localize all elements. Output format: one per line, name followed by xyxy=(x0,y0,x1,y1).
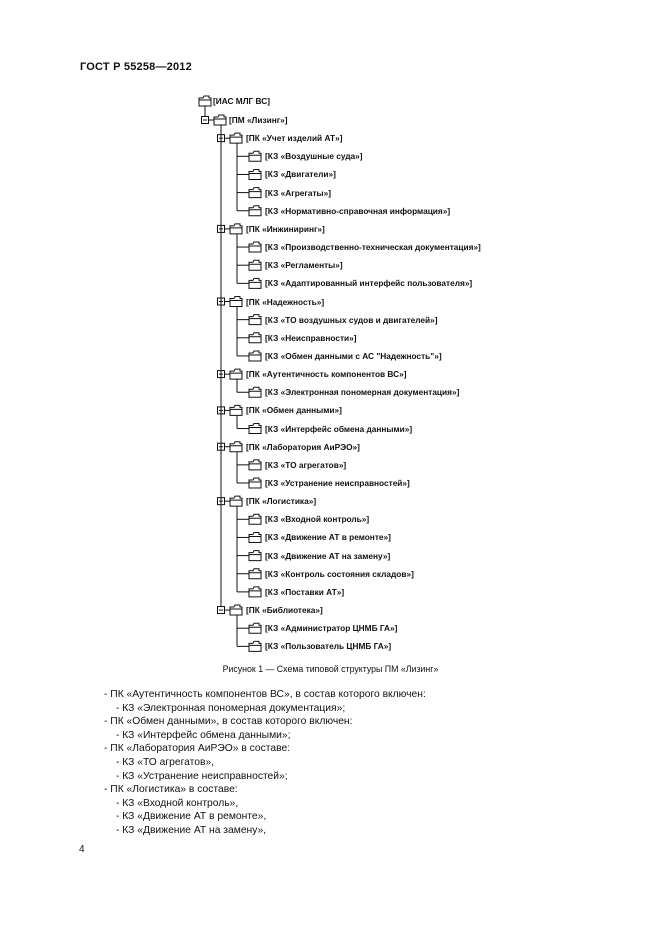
folder-icon xyxy=(249,169,261,179)
body-list xyxy=(104,688,426,838)
tree-node-kz[interactable]: [КЗ «ТО воздушных судов и двигателей»] xyxy=(265,314,438,325)
tree-node-root[interactable]: [ИАС МЛГ ВС] xyxy=(213,96,270,106)
folder-icon xyxy=(230,405,242,415)
folder-icon xyxy=(249,587,261,597)
list-subitem: - КЗ «Устранение неисправностей»; xyxy=(116,770,288,782)
folder-icon xyxy=(249,333,261,343)
folder-icon xyxy=(249,641,261,651)
list-subitem: - КЗ «Электронная пономерная документация»; xyxy=(116,702,346,714)
folder-icon xyxy=(249,315,261,325)
folder-icon xyxy=(249,424,261,434)
tree-node-pk[interactable]: [ПК «Надежность»] xyxy=(246,296,325,307)
folder-icon xyxy=(230,442,242,452)
tree-node-kz[interactable]: [КЗ «Электронная пономерная документация»] xyxy=(265,387,460,398)
list-item: - ПК «Лаборатория АиРЭО» в составе: xyxy=(104,743,291,755)
folder-icon xyxy=(249,151,261,161)
tree-node-kz[interactable]: [КЗ «Неисправности»] xyxy=(265,332,357,343)
figure-caption: Рисунок 1 — Схема типовой структуры ПМ «Лизинг» xyxy=(222,664,439,674)
tree-node-kz[interactable]: [КЗ «Движение АТ в ремонте»] xyxy=(265,532,391,543)
folder-icon xyxy=(230,605,242,615)
list-item: - ПК «Логистика» в составе: xyxy=(104,784,238,796)
tree-node-kz[interactable]: [КЗ «Администратор ЦНМБ ГА»] xyxy=(265,623,398,634)
folder-icon xyxy=(249,351,261,361)
tree-node-kz[interactable]: [КЗ «ТО агрегатов»] xyxy=(265,459,347,470)
tree-node-pk[interactable]: [ПК «Обмен данными»] xyxy=(246,405,342,416)
folder-icon xyxy=(249,260,261,270)
folder-icon xyxy=(249,569,261,579)
folder-icon xyxy=(249,206,261,216)
document-header: ГОСТ Р 55258—2012 xyxy=(80,61,192,73)
folder-icon xyxy=(230,133,242,143)
folder-icon xyxy=(249,188,261,198)
tree-node-pm[interactable]: [ПМ «Лизинг»] xyxy=(229,115,288,125)
folder-icon xyxy=(230,496,242,506)
tree-node-kz[interactable]: [КЗ «Адаптированный интерфейс пользователя»] xyxy=(265,278,473,289)
tree-node-kz[interactable]: [КЗ «Производственно-техническая документация»] xyxy=(265,242,481,253)
tree-node-kz[interactable]: [КЗ «Двигатели»] xyxy=(265,169,336,180)
list-subitem: - КЗ «Движение АТ на замену», xyxy=(116,824,267,836)
folder-icon xyxy=(249,514,261,524)
tree-node-kz[interactable]: [КЗ «Контроль состояния складов»] xyxy=(265,568,414,579)
folder-icon xyxy=(230,224,242,234)
list-item: - ПК «Обмен данными», в состав которого включен: xyxy=(104,716,353,728)
tree-node-kz[interactable]: [КЗ «Устранение неисправностей»] xyxy=(265,478,410,488)
tree-node-kz[interactable]: [КЗ «Нормативно-справочная информация»] xyxy=(265,205,451,216)
folder-icon xyxy=(249,623,261,633)
folder-icon xyxy=(230,369,242,379)
tree-node-pk[interactable]: [ПК «Аутентичность компонентов ВС»] xyxy=(246,369,407,380)
list-subitem: - КЗ «Интерфейс обмена данными»; xyxy=(116,729,291,741)
folder-icon xyxy=(214,115,226,125)
list-subitem: - КЗ «Входной контроль», xyxy=(116,797,239,809)
folder-icon xyxy=(249,551,261,561)
folder-icon xyxy=(249,478,261,488)
list-subitem: - КЗ «ТО агрегатов», xyxy=(116,756,215,768)
tree-node-kz[interactable]: [КЗ «Обмен данными с АС "Надежность"»] xyxy=(265,350,442,361)
tree-node-pk[interactable]: [ПК «Лаборатория АиРЭО»] xyxy=(246,441,360,452)
tree-node-pk[interactable]: [ПК «Логистика»] xyxy=(246,496,317,507)
tree-node-kz[interactable]: [КЗ «Воздушные суда»] xyxy=(265,151,363,162)
folder-icon xyxy=(249,278,261,288)
tree-node-kz[interactable]: [КЗ «Поставки АТ»] xyxy=(265,586,345,597)
folder-icon xyxy=(249,460,261,470)
tree-node-kz[interactable]: [КЗ «Движение АТ на замену»] xyxy=(265,550,391,561)
tree-node-kz[interactable]: [КЗ «Интерфейс обмена данными»] xyxy=(265,423,413,434)
list-item: - ПК «Аутентичность компонентов ВС», в состав которого включен: xyxy=(104,689,426,700)
tree-node-pk[interactable]: [ПК «Учет изделий АТ»] xyxy=(246,133,343,144)
folder-icon xyxy=(230,297,242,307)
page-number: 4 xyxy=(79,844,85,855)
tree-node-kz[interactable]: [КЗ «Входной контроль»] xyxy=(265,514,370,525)
tree-node-kz[interactable]: [КЗ «Агрегаты»] xyxy=(265,187,331,198)
folder-icon xyxy=(199,96,211,106)
list-subitem: - КЗ «Движение АТ в ремонте», xyxy=(116,811,267,823)
folder-icon xyxy=(249,242,261,252)
tree-node-pk[interactable]: [ПК «Библиотека»] xyxy=(246,605,323,616)
folder-icon xyxy=(249,387,261,397)
tree-node-pk[interactable]: [ПК «Инжиниринг»] xyxy=(246,223,325,234)
tree-node-kz[interactable]: [КЗ «Регламенты»] xyxy=(265,260,343,271)
tree-node-kz[interactable]: [КЗ «Пользователь ЦНМБ ГА»] xyxy=(265,641,392,652)
folder-icon xyxy=(249,532,261,542)
